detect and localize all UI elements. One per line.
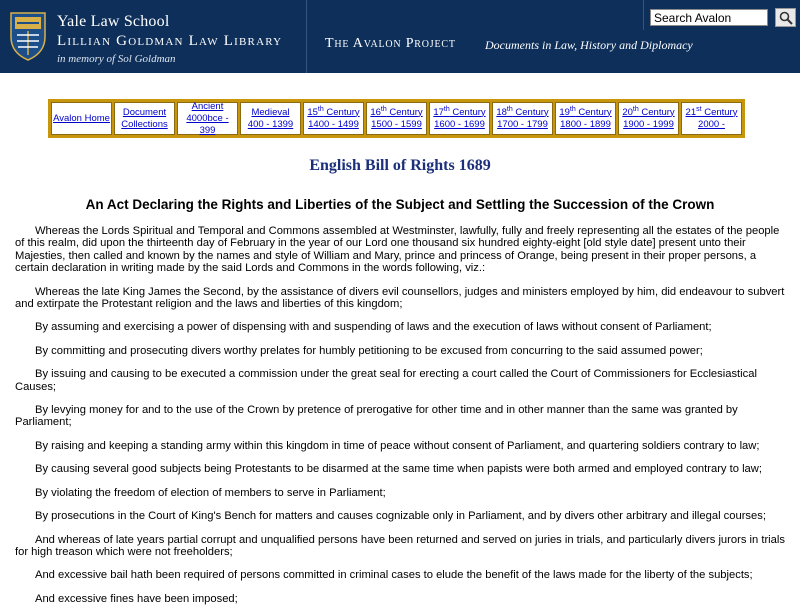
nav-link-range: 400 - 1399 — [247, 118, 294, 130]
nav-century-word: Century — [512, 106, 549, 118]
nav-century-word: Century — [323, 106, 360, 118]
nav-link-range: 4000bce - 399 — [186, 112, 229, 136]
nav-century-suffix: th — [632, 105, 639, 113]
nav-century-word: Century — [575, 106, 612, 118]
nav-century-suffix: th — [506, 105, 513, 113]
paragraph: And excessive fines have been imposed; — [35, 592, 238, 605]
site-header — [0, 0, 800, 73]
yale-law-shield-icon[interactable] — [9, 11, 47, 61]
search-icon — [779, 11, 793, 25]
nav-century-number: 16 — [370, 106, 381, 118]
paragraph: By violating the freedom of election of members to serve in Parliament; — [35, 486, 386, 499]
nav-link-8[interactable] — [555, 102, 616, 135]
nav-century-number: 18 — [496, 106, 507, 118]
paragraph: Whereas the late King James the Second, by the assistance of divers evil counsellors, judges and ministers employed by him, did endeavour to subvert and extirpate the Protestant religion and the laws and liberties of this kingdom; — [15, 285, 785, 311]
header-divider — [306, 0, 307, 73]
nav-link-label: Avalon Home — [53, 112, 110, 124]
memory-dedication: in memory of Sol Goldman — [57, 53, 176, 65]
era-navigation — [48, 99, 745, 138]
nav-century-suffix: st — [696, 105, 702, 113]
library-name[interactable]: Lillian Goldman Law Library — [57, 33, 283, 49]
nav-link-label — [496, 107, 548, 119]
nav-link-5[interactable] — [366, 102, 427, 135]
paragraph: By issuing and causing to be executed a commission under the great seal for erecting a court called the Court of Commissioners for Ecclesiastical Causes; — [15, 368, 757, 393]
nav-link-range: 1700 - 1799 — [497, 118, 548, 130]
nav-link-2[interactable] — [177, 102, 238, 135]
paragraph: By levying money for and to the use of the Crown by pretence of prerogative for other time and in other manner than the same was granted by Parliament; — [15, 404, 738, 429]
project-subtitle: Documents in Law, History and Diplomacy — [485, 38, 693, 52]
nav-century-suffix: th — [569, 105, 576, 113]
search-input[interactable] — [650, 9, 768, 26]
nav-link-9[interactable] — [618, 102, 679, 135]
nav-century-suffix: th — [380, 105, 387, 113]
nav-century-number: 17 — [433, 106, 444, 118]
nav-century-word: Century — [701, 106, 738, 118]
paragraph: By raising and keeping a standing army within this kingdom in time of peace without consent of Parliament, and quartering soldiers contrary to law; — [35, 439, 760, 452]
nav-century-number: 21 — [685, 106, 697, 118]
project-title[interactable]: The Avalon Project — [325, 36, 456, 51]
nav-century-suffix: th — [443, 105, 450, 113]
nav-century-number: 20 — [622, 106, 633, 118]
nav-link-range: 1800 - 1899 — [560, 118, 611, 130]
nav-century-suffix: th — [317, 105, 324, 113]
nav-link-label: Document — [122, 106, 167, 118]
nav-link-6[interactable] — [429, 102, 490, 135]
nav-century-word: Century — [449, 106, 486, 118]
nav-link-0[interactable] — [51, 102, 112, 135]
nav-link-label — [370, 107, 422, 119]
nav-link-range: 1600 - 1699 — [434, 118, 485, 130]
act-title: An Act Declaring the Rights and Liberties of the Subject and Settling the Succession of the Crown — [85, 197, 715, 212]
nav-link-3[interactable] — [240, 102, 301, 135]
nav-link-range: 1900 - 1999 — [623, 118, 674, 130]
paragraph: By causing several good subjects being Protestants to be disarmed at the same time when papists were both armed and employed contrary to law; — [35, 463, 762, 476]
nav-link-range: 1400 - 1499 — [308, 118, 359, 130]
paragraph: By prosecutions in the Court of King's Bench for matters and causes cognizable only in Parliament, and by divers other arbitrary and illegal courses; — [35, 510, 766, 523]
nav-link-label — [686, 107, 738, 119]
nav-link-label: Medieval — [251, 106, 290, 118]
school-name[interactable]: Yale Law School — [57, 13, 170, 30]
nav-link-range: 1500 - 1599 — [371, 118, 422, 130]
paragraph: And whereas of late years partial corrupt and unqualified persons have been returned and served on juries in trials, and particularly divers jurors in trials for high treason which were not freeholders; — [15, 533, 785, 558]
nav-link-label — [307, 107, 359, 119]
nav-link-range: Collections — [121, 118, 168, 130]
paragraph: And excessive bail hath been required of persons committed in criminal cases to elude the benefit of the laws made for the liberty of the subjects; — [35, 569, 753, 582]
nav-link-label: Ancient — [191, 100, 224, 112]
nav-link-4[interactable] — [303, 102, 364, 135]
paragraph: By assuming and exercising a power of dispensing with and suspending of laws and the execution of laws without consent of Parliament; — [35, 321, 712, 334]
nav-link-1[interactable] — [114, 102, 175, 135]
nav-link-label — [559, 107, 611, 119]
search-divider — [643, 0, 644, 30]
paragraph: Whereas the Lords Spiritual and Temporal and Commons assembled at Westminster, lawfully, fully and freely representing all the estates of the people of this realm, did upon the thirteenth day of February in the year of our Lord one thousand six hundred eighty-eight [old style date] present unto their Majesties, then called and known by the names and style of William and Mary, prince and princess of Orange, being present in their proper persons, a certain declaration in writing made by the said Lords and Commons in the words following, viz.: — [15, 225, 780, 275]
search-button[interactable] — [775, 8, 796, 27]
document-body — [15, 225, 787, 616]
nav-link-7[interactable] — [492, 102, 553, 135]
nav-link-label — [433, 107, 485, 119]
document-title: English Bill of Rights 1689 — [309, 157, 491, 174]
nav-century-word: Century — [386, 106, 423, 118]
nav-link-range: 2000 - — [698, 118, 725, 130]
nav-century-number: 19 — [559, 106, 570, 118]
nav-century-word: Century — [638, 106, 675, 118]
nav-link-10[interactable] — [681, 102, 742, 135]
nav-century-number: 15 — [307, 106, 318, 118]
nav-link-label — [622, 107, 674, 119]
paragraph: By committing and prosecuting divers worthy prelates for humbly petitioning to be excused from concurring to the said assumed power; — [35, 344, 703, 357]
